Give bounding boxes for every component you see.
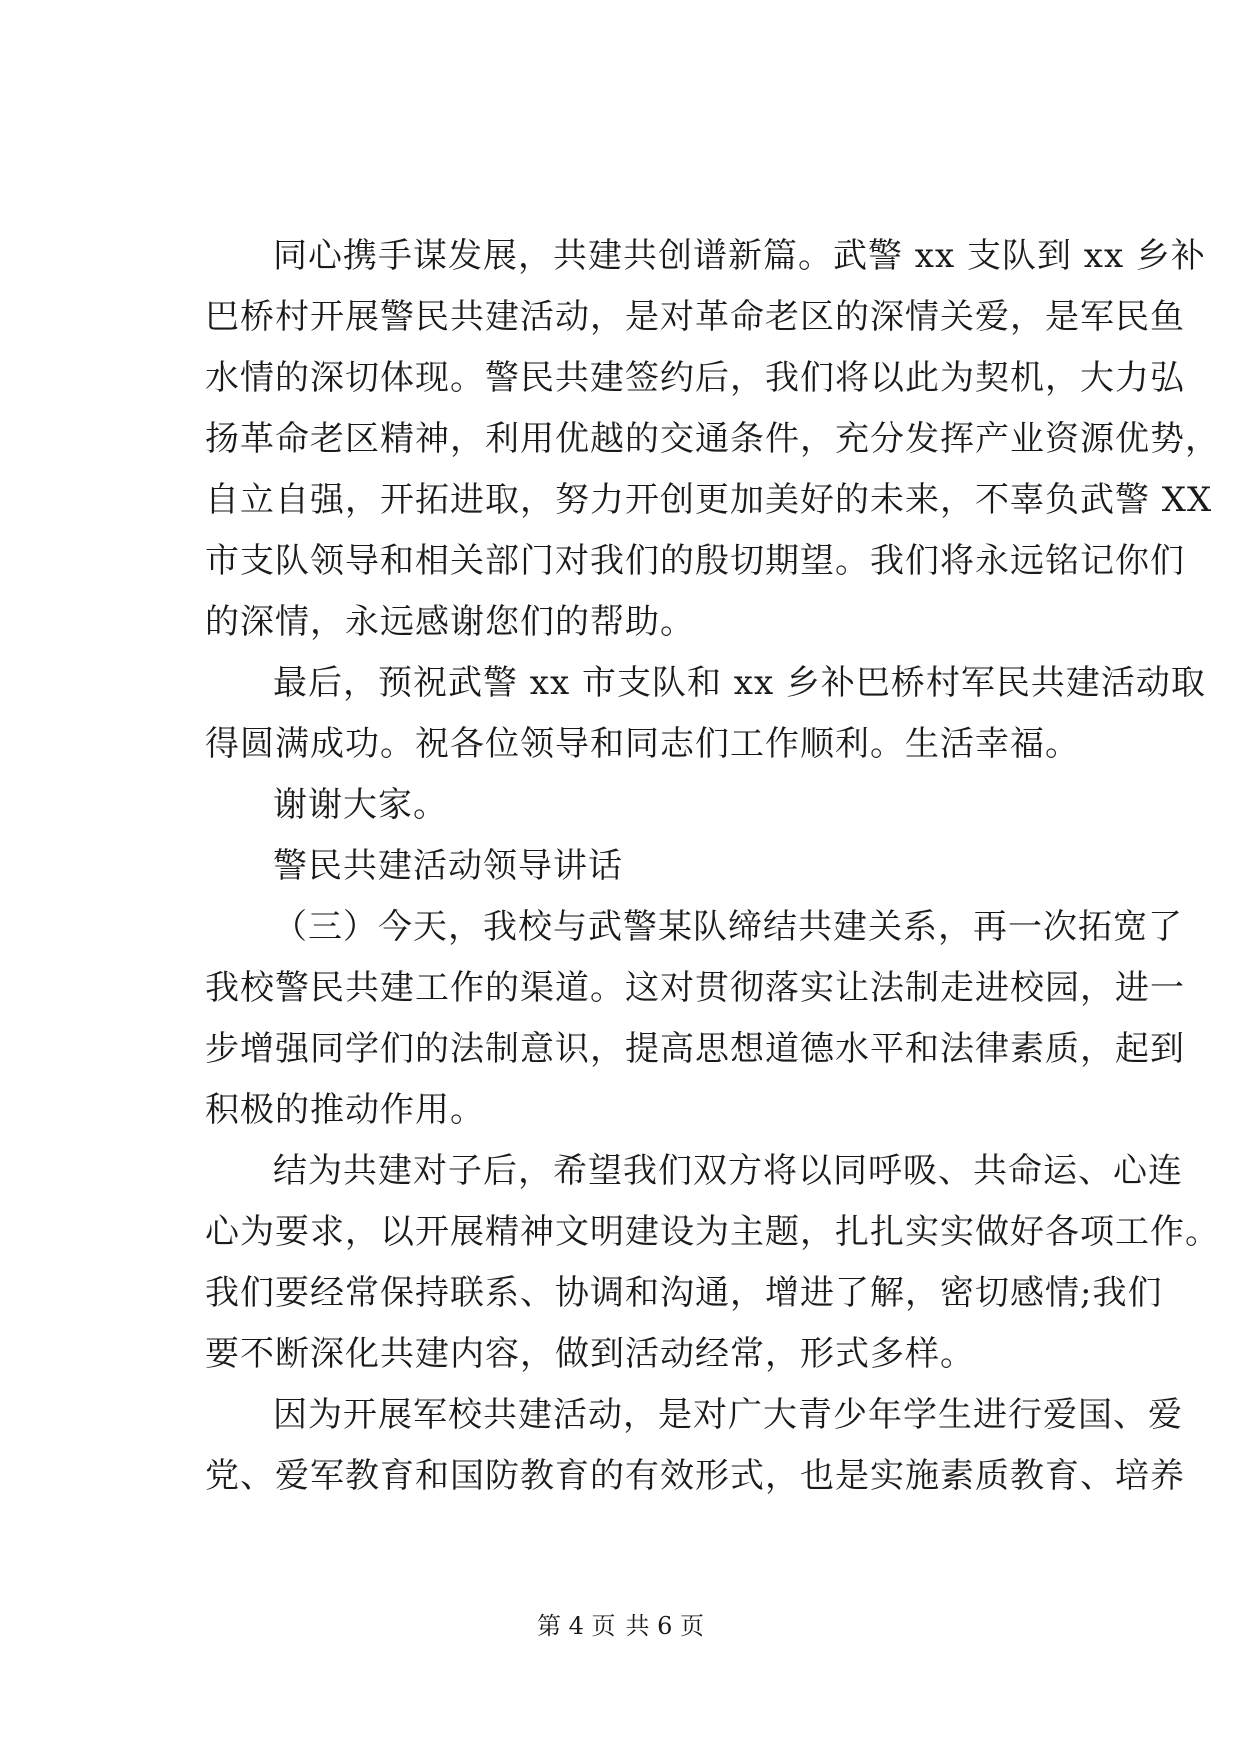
text-line: 积极的推动作用。 — [205, 1090, 485, 1130]
text-line: 得圆满成功。祝各位领导和同志们工作顺利。生活幸福。 — [205, 724, 1080, 764]
text-line: 我校警民共建工作的渠道。这对贯彻落实让法制走进校园，进一 — [205, 968, 1185, 1008]
section-heading: 警民共建活动领导讲话 — [273, 846, 623, 886]
text-line: 党、爱军教育和国防教育的有效形式，也是实施素质教育、培养 — [205, 1456, 1185, 1496]
text-line: 我们要经常保持联系、协调和沟通，增进了解，密切感情;我们 — [205, 1273, 1163, 1313]
text-line: 水情的深切体现。警民共建签约后，我们将以此为契机，大力弘 — [205, 358, 1185, 398]
text-line: 同心携手谋发展，共建共创谱新篇。武警 xx 支队到 xx 乡补 — [273, 236, 1206, 276]
text-line: 扬革命老区精神，利用优越的交通条件，充分发挥产业资源优势， — [205, 419, 1220, 459]
text-line: 的深情，永远感谢您们的帮助。 — [205, 602, 695, 642]
text-line: 要不断深化共建内容，做到活动经常，形式多样。 — [205, 1334, 975, 1374]
text-line: 市支队领导和相关部门对我们的殷切期望。我们将永远铭记你们 — [205, 541, 1185, 581]
text-line: （三）今天，我校与武警某队缔结共建关系，再一次拓宽了 — [273, 907, 1183, 947]
text-line: 谢谢大家。 — [273, 785, 448, 825]
text-line: 步增强同学们的法制意识，提高思想道德水平和法律素质，起到 — [205, 1029, 1185, 1069]
page-total: 共 6 页 — [625, 1612, 705, 1640]
text-line: 结为共建对子后，希望我们双方将以同呼吸、共命运、心连 — [273, 1151, 1183, 1191]
text-line: 自立自强，开拓进取，努力开创更加美好的未来，不辜负武警 XX — [205, 480, 1213, 520]
text-line: 巴桥村开展警民共建活动，是对革命老区的深情关爱，是军民鱼 — [205, 297, 1185, 337]
text-line: 因为开展军校共建活动，是对广大青少年学生进行爱国、爱 — [273, 1395, 1183, 1435]
page-footer — [0, 1611, 1241, 1641]
text-line: 最后，预祝武警 xx 市支队和 xx 乡补巴桥村军民共建活动取 — [273, 663, 1206, 703]
page-number: 第 4 页 — [536, 1612, 616, 1640]
text-line: 心为要求，以开展精神文明建设为主题，扎扎实实做好各项工作。 — [205, 1212, 1220, 1252]
